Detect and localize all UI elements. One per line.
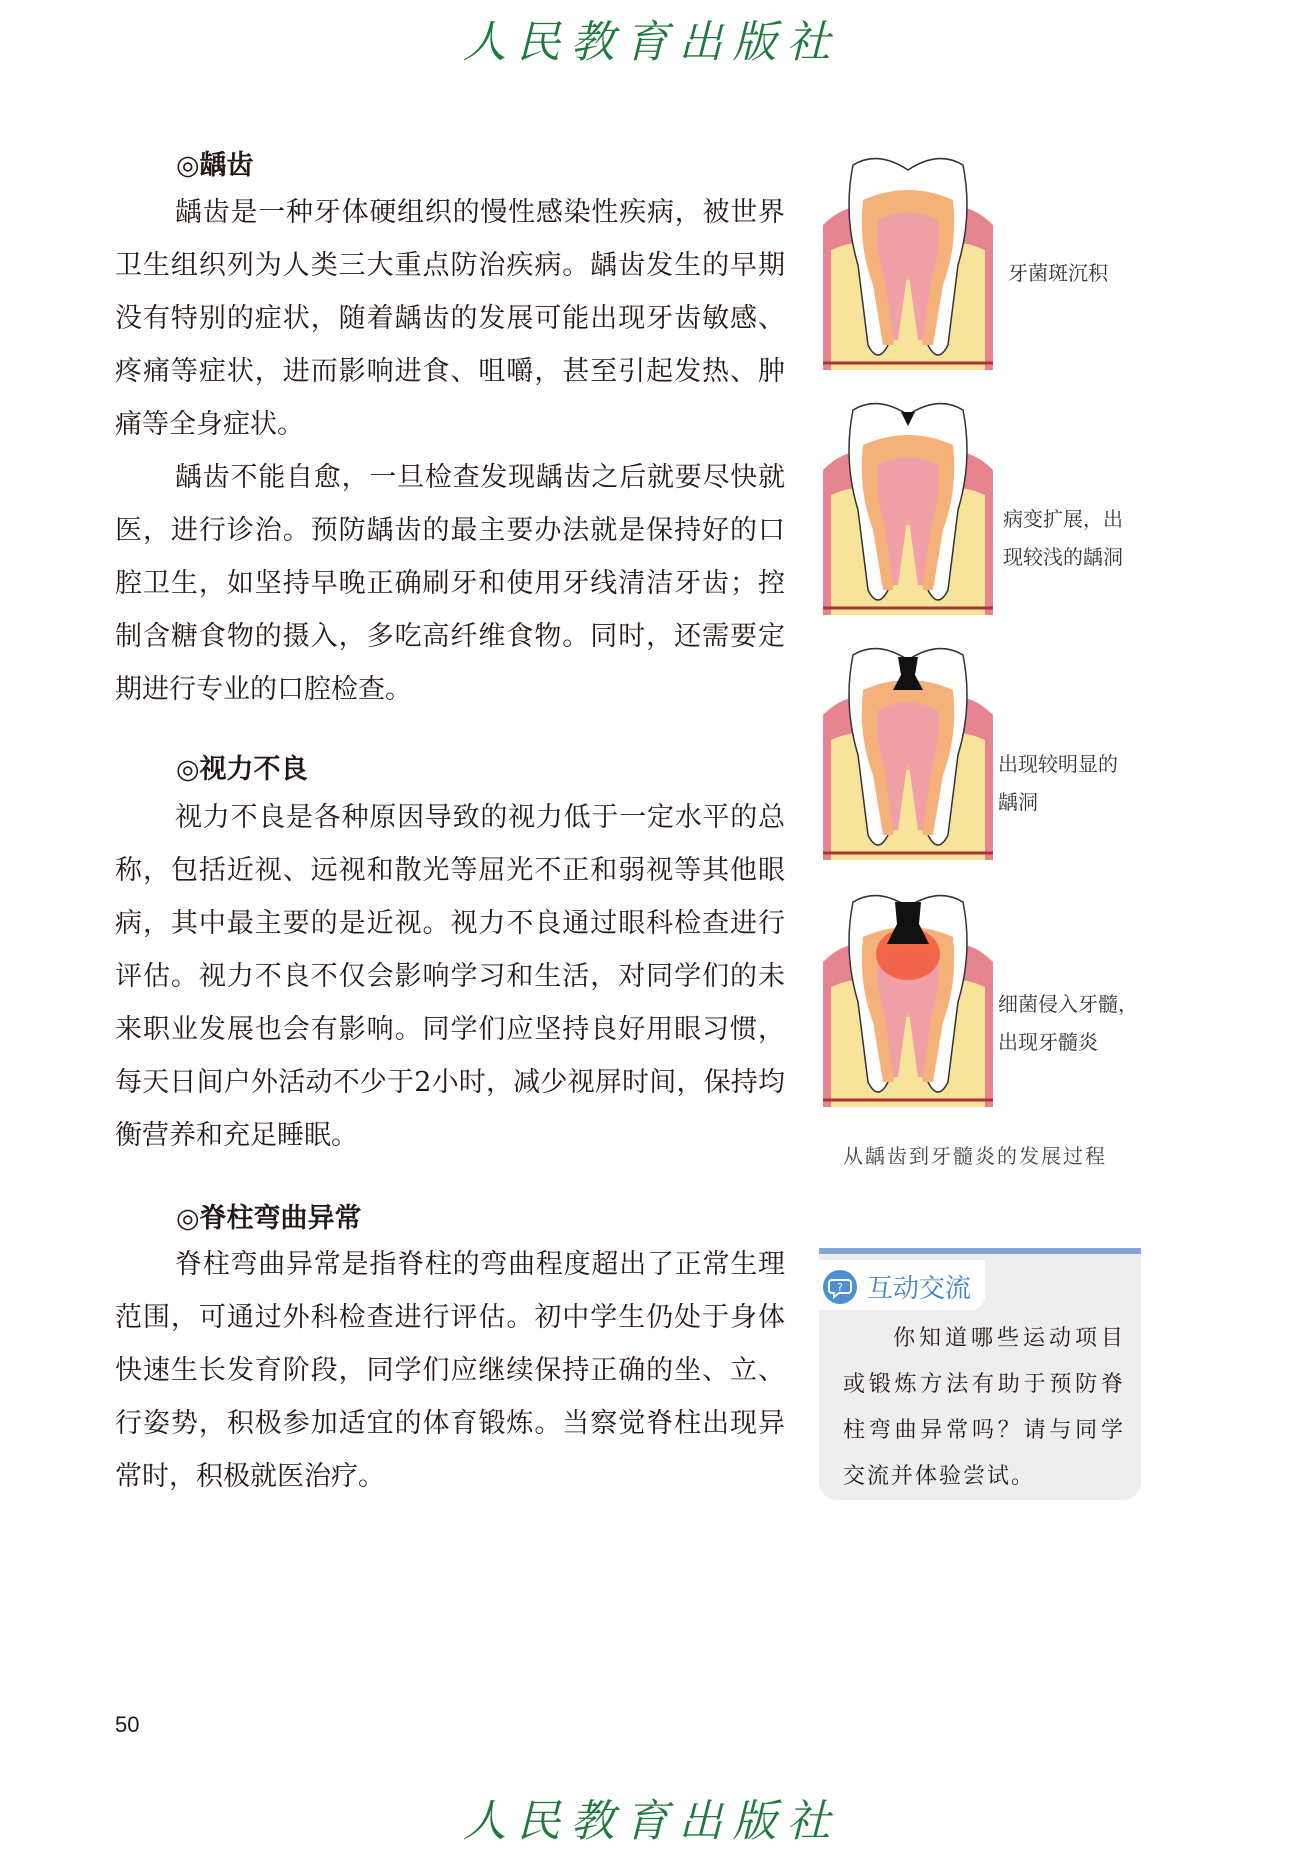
section-heading-caries: ◎龋齿 <box>176 150 254 181</box>
chat-bubble-icon <box>823 1270 857 1304</box>
figure-title: 从龋齿到牙髓炎的发展过程 <box>843 1144 1107 1168</box>
stage-3-caption-line1: 出现较明显的 <box>998 752 1118 776</box>
publisher-logo-top: 人民教育出版社 <box>462 17 841 68</box>
svg-text:?: ? <box>837 1281 843 1294</box>
stage-4-caption-line2: 出现牙髓炎 <box>998 1030 1098 1054</box>
spine-paragraph-1: 脊柱弯曲异常是指脊柱的弯曲程度超出了正常生理范围，可通过外科检查进行评估。初中学生仍处于身体快速生长发育阶段，同学们应继续保持正确的坐、立、行姿势，积极参加适宜的体育锻炼。当察觉脊柱出现异常时，积极就医治疗。 <box>115 1249 785 1492</box>
stage-2-caption-line2: 现较浅的龋洞 <box>1003 545 1123 569</box>
publisher-logo-bottom: 人民教育出版社 <box>462 1796 841 1847</box>
stage-3-caption-line2: 龋洞 <box>998 790 1038 814</box>
vision-paragraph-1: 视力不良是各种原因导致的视力低于一定水平的总称，包括近视、远视和散光等屈光不正和弱视等其他眼病，其中最主要的是近视。视力不良通过眼科检查进行评估。视力不良不仅会影响学习和生活，对同学们的未来职业发展也会有影响。同学们应坚持良好用眼习惯，每天日间户外活动不少于2小时，减少视屏时间，保持均衡营养和充足睡眠。 <box>115 802 785 1151</box>
caries-paragraph-2: 龋齿不能自愈，一旦检查发现龋齿之后就要尽快就医，进行诊治。预防龋齿的最主要办法就是保持好的口腔卫生，如坚持早晚正确刷牙和使用牙线清洁牙齿；控制含糖食物的摄入，多吃高纤维食物。同时，还需要定期进行专业的口腔检查。 <box>115 462 785 705</box>
section-heading-vision: ◎视力不良 <box>176 754 308 785</box>
section-heading-spine: ◎脊柱弯曲异常 <box>176 1203 362 1234</box>
stage-1-caption-line1: 牙菌斑沉积 <box>1008 261 1108 285</box>
tooth-diagram-stage-3 <box>823 645 993 860</box>
tooth-diagram-stage-1 <box>823 155 993 370</box>
caries-paragraph-1: 龋齿是一种牙体硬组织的慢性感染性疾病，被世界卫生组织列为人类三大重点防治疾病。龋齿发生的早期没有特别的症状，随着龋齿的发展可能出现牙齿敏感、疼痛等症状，进而影响进食、咀嚼，甚至引起发热、肿痛等全身症状。 <box>115 197 785 440</box>
stage-4-caption-line1: 细菌侵入牙髓， <box>998 992 1138 1016</box>
discussion-box-title: 互动交流 <box>867 1274 972 1304</box>
discussion-box <box>819 1248 1141 1500</box>
discussion-box-header <box>815 1260 985 1310</box>
page-number: 50 <box>115 1712 140 1737</box>
discussion-box-text: 你知道哪些运动项目或锻炼方法有助于预防脊柱弯曲异常吗？请与同学交流并体验尝试。 <box>843 1326 1125 1489</box>
stage-2-caption-line1: 病变扩展，出 <box>1003 507 1123 531</box>
tooth-diagram-stage-4 <box>823 892 993 1107</box>
tooth-diagram-stage-2 <box>823 400 993 615</box>
